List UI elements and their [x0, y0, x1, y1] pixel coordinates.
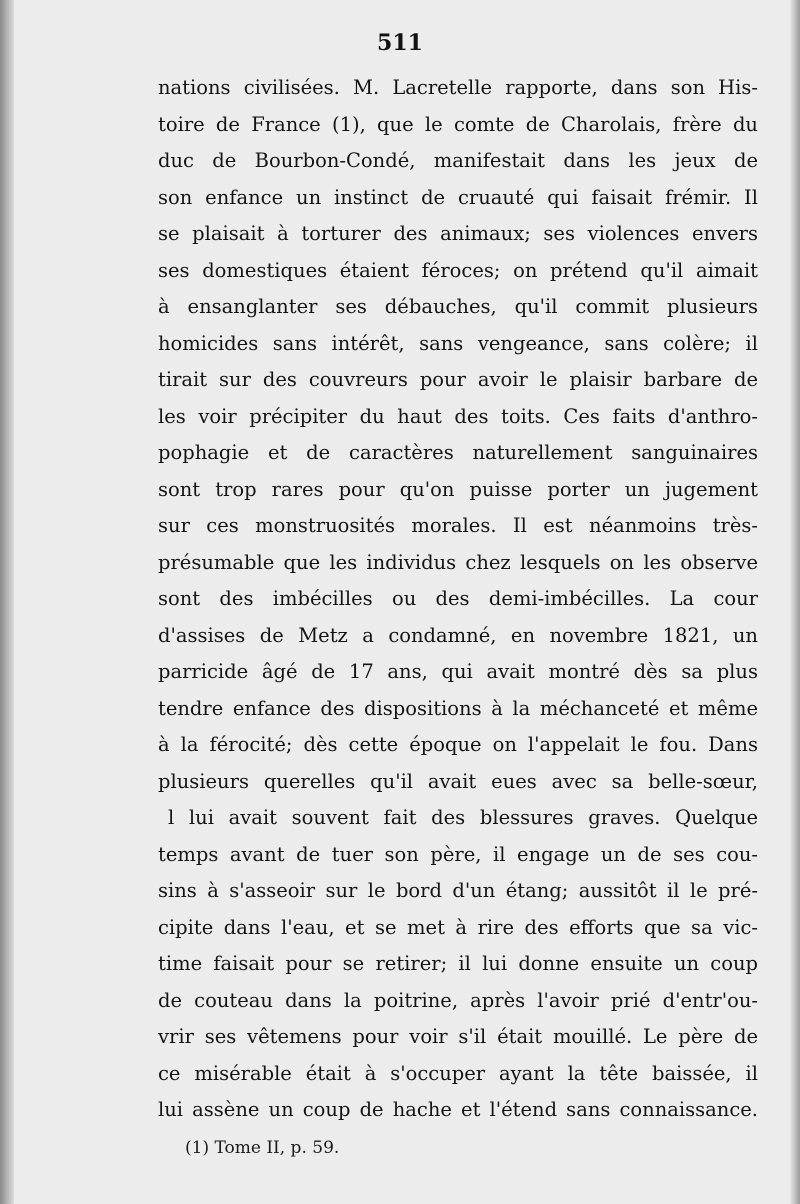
text-line: sont des imbécilles ou des demi-imbécilles. La cour: [158, 587, 758, 610]
text-line: sins à s'asseoir sur le bord d'un étang; aussitôt il le pré-: [158, 879, 758, 902]
text-line: tendre enfance des dispositions à la méchanceté et même: [158, 696, 758, 720]
text-line: se plaisait à torturer des animaux; ses violences envers: [158, 222, 758, 245]
text-line: sur ces monstruosités morales. Il est néanmoins très-: [158, 514, 758, 537]
text-line: les voir précipiter du haut des toits. Ces faits d'anthro-: [158, 404, 758, 428]
text-line: sont trop rares pour qu'on puisse porter un jugement: [158, 477, 758, 501]
text-line: pophagie et de caractères naturellement sanguinaires: [158, 441, 758, 464]
text-line: ce misérable était à s'occuper ayant la tête baissée, il: [158, 1061, 758, 1085]
text-line: nations civilisées. M. Lacretelle rapporte, dans son His-: [158, 76, 758, 99]
text-line: plusieurs querelles qu'il avait eues avec sa belle-sœur,: [158, 769, 758, 793]
text-line: time faisait pour se retirer; il lui donne ensuite un coup: [158, 952, 758, 975]
text-line: temps avant de tuer son père, il engage un de ses cou-: [158, 842, 758, 866]
text-line: vrir ses vêtemens pour voir s'il était mouillé. Le père de: [158, 1025, 758, 1048]
text-line: duc de Bourbon-Condé, manifestait dans les jeux de: [158, 149, 758, 172]
text-line: toire de France (1), que le comte de Charolais, frère du: [158, 112, 758, 136]
text-line: parricide âgé de 17 ans, qui avait montré dès sa plus: [158, 660, 758, 683]
text-line: cipite dans l'eau, et se met à rire des efforts que sa vic-: [158, 915, 758, 939]
text-line: d'assises de Metz a condamné, en novembre 1821, un: [158, 623, 758, 647]
text-line: son enfance un instinct de cruauté qui faisait frémir. Il: [158, 185, 758, 209]
text-line: l lui avait souvent fait des blessures graves. Quelque: [168, 806, 758, 829]
text-line: lui assène un coup de hache et l'étend sans connaissance.: [158, 1098, 758, 1121]
page-number: 511: [377, 30, 423, 56]
text-line: à la férocité; dès cette époque on l'appelait le fou. Dans: [158, 733, 758, 756]
text-line: à ensanglanter ses débauches, qu'il commit plusieurs: [158, 295, 758, 318]
footnote: (1) Tome II, p. 59.: [185, 1138, 340, 1158]
text-line: présumable que les individus chez lesquels on les observe: [158, 550, 758, 574]
body-text: [158, 70, 758, 1129]
text-line: tirait sur des couvreurs pour avoir le plaisir barbare de: [158, 368, 758, 391]
text-line: ses domestiques étaient féroces; on prétend qu'il aimait: [158, 258, 758, 282]
text-line: homicides sans intérêt, sans vengeance, sans colère; il: [158, 331, 758, 355]
text-line: de couteau dans la poitrine, après l'avoir prié d'entr'ou-: [158, 988, 758, 1012]
